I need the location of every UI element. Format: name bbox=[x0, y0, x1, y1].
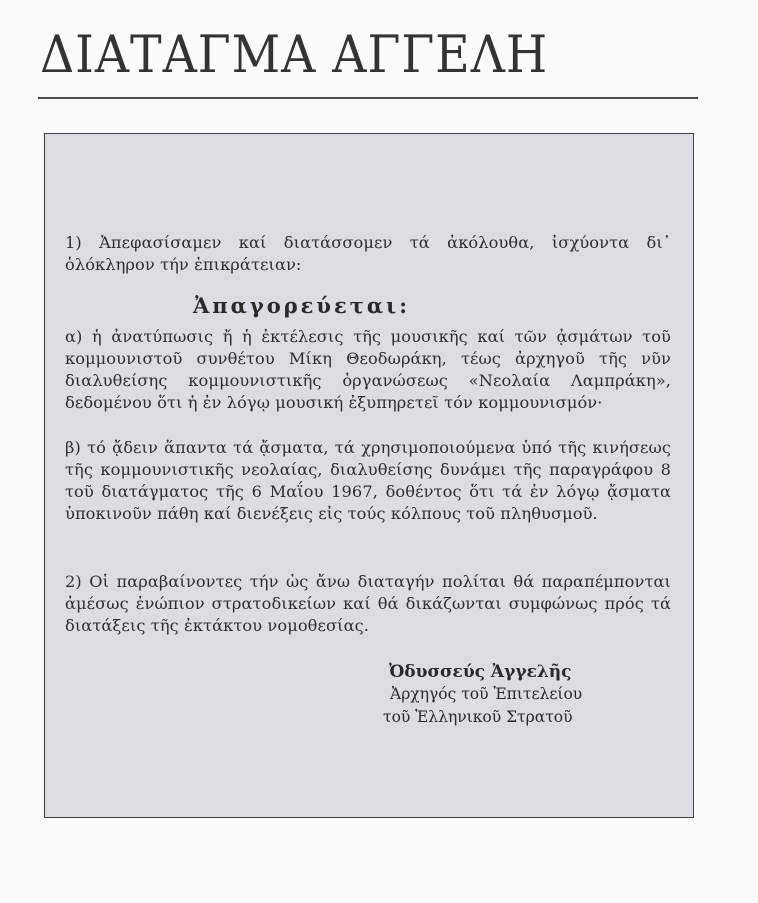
prohibited-heading: Ἀπαγορεύεται: bbox=[193, 293, 410, 318]
signature-title-line-2: τοῦ Ἑλληνικοῦ Στρατοῦ bbox=[383, 708, 573, 726]
signature-block bbox=[383, 661, 663, 729]
decree-paragraph-2: 2) Οἱ παραβαίνοντες τήν ὡς ἄνω διαταγήν πολίται θά παραπέμπονται ἀμέσως ἐνώπιον στρατοδικείων καί θά δικάζωνται συμφώνως πρός τά διατάξεις τῆς ἐκτάκτου νομοθεσίας. bbox=[65, 572, 671, 635]
title-divider bbox=[38, 97, 698, 99]
signature-title-line-1: Ἀρχηγός τοῦ Ἐπιτελείου bbox=[390, 685, 583, 703]
decree-item-a: α) ἡ ἀνατύπωσις ἤ ἡ ἐκτέλεσις τῆς μουσικῆς καί τῶν ᾀσμάτων τοῦ κομμουνιστοῦ συνθέτου Μίκη Θεοδωράκη, τέως ἀρχηγοῦ τῆς νῦν διαλυθείσης κομμουνιστικῆς ὀργανώσεως «Νεολαία Λαμπράκη», δεδομένου ὅτι ἡ ἐν λόγῳ μουσική ἐξυπηρετεῖ τόν κομμουνισμόν· bbox=[65, 327, 671, 412]
page-title: ΔΙΑΤΑΓΜΑ ΑΓΓΕΛΗ bbox=[40, 26, 549, 85]
decree-item-b: β) τό ᾄδειν ἅπαντα τά ᾄσματα, τά χρησιμοποιούμενα ὑπό τῆς κινήσεως τῆς κομμουνιστικῆς νεολαίας, διαλυθείσης δυνάμει τῆς παραγράφου 8 τοῦ διατάγματος τῆς 6 Μαΐου 1967, δοθέντος ὅτι τά ἐν λόγῳ ᾄσματα ὑποκινοῦν πάθη καί διενέξεις εἰς τούς κόλπους τοῦ πληθυσμοῦ. bbox=[65, 438, 671, 523]
signature-name: Ὀδυσσεύς Ἀγγελῆς bbox=[389, 662, 572, 682]
decree-box bbox=[44, 133, 694, 818]
decree-paragraph-1: 1) Ἀπεφασίσαμεν καί διατάσσομεν τά ἀκόλουθα, ἰσχύοντα δι᾿ ὁλόκληρον τήν ἐπικράτειαν: bbox=[65, 233, 671, 274]
